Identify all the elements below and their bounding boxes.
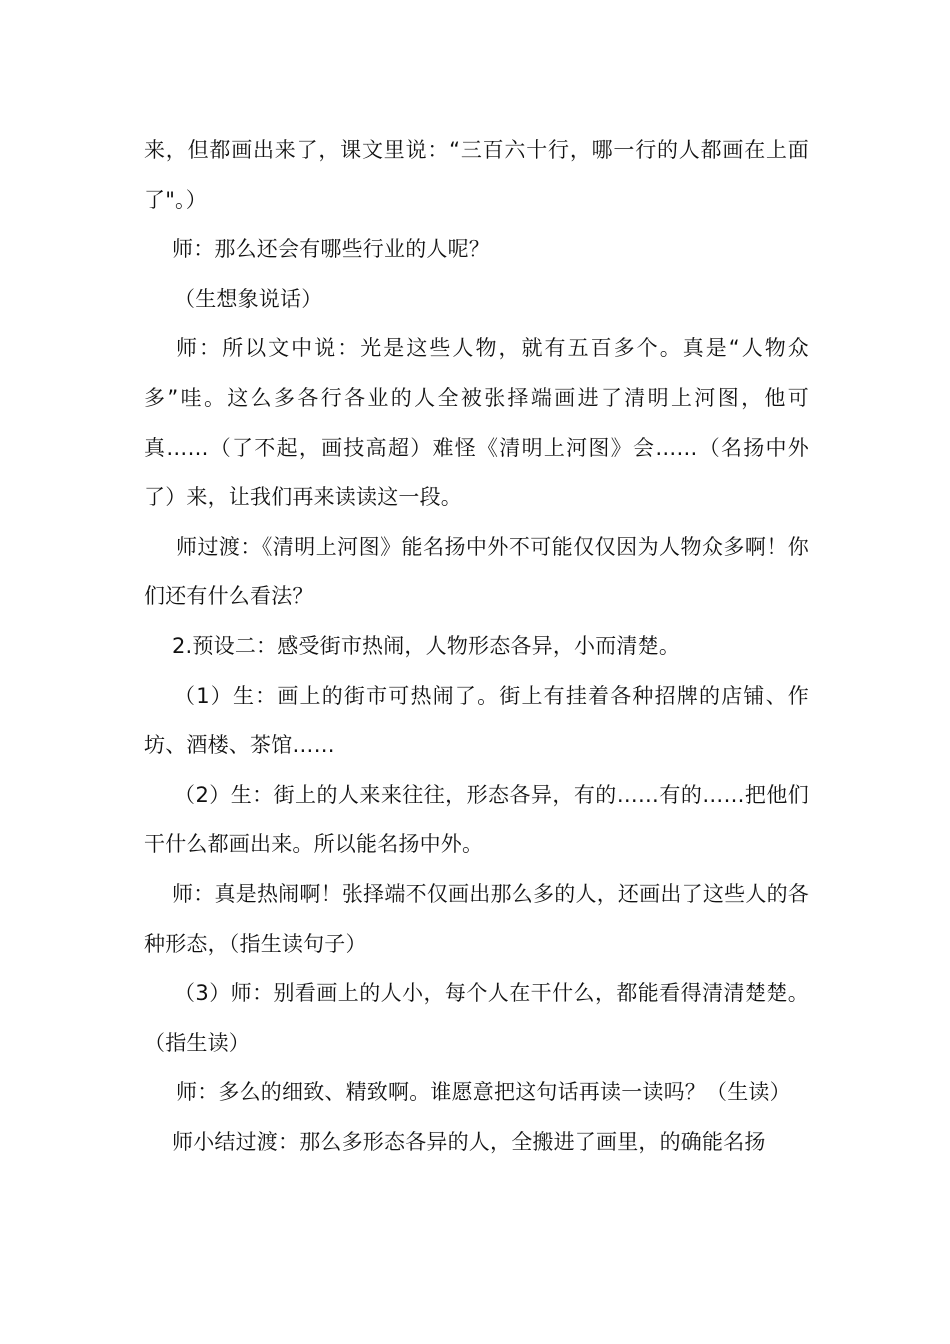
paragraph-student-1: （1）生：画上的街市可热闹了。街上有挂着各种招牌的店铺、作坊、酒楼、茶馆…… — [144, 683, 809, 758]
paragraph-teacher-characters: 师：所以文中说：光是这些人物，就有五百多个。真是“人物众多”哇。这么多各行各业的人全被张择端画进了清明上河图，他可真……（了不起，画技高超）难怪《清明上河图》会……（名扬中外了）来，让我们再来读读这一段。 — [144, 336, 809, 510]
paragraph-preset-two: 2.预设二：感受街市热闹，人物形态各异，小而清楚。 — [172, 633, 681, 658]
paragraph-continuation: 来，但都画出来了，课文里说：“三百六十行，哪一行的人都画在上面了"。） — [144, 138, 809, 212]
paragraph-teacher-3: （3）师：别看画上的人小，每个人在干什么，都能看得清清楚楚。（指生读） — [144, 981, 809, 1055]
paragraph-teacher-detail: 师：多么的细致、精致啊。谁愿意把这句话再读一读吗？（生读） — [176, 1080, 791, 1105]
paragraph-student-2: （2）生：街上的人来来往往，形态各异，有的……有的……把他们干什么都画出来。所以能名扬中外。 — [144, 782, 809, 857]
paragraph-teacher-summary: 师小结过渡：那么多形态各异的人，全搬进了画里，的确能名扬 — [172, 1129, 766, 1154]
paragraph-teacher-question: 师：那么还会有哪些行业的人呢？ — [172, 237, 490, 262]
document-body — [144, 126, 809, 1167]
paragraph-teacher-transition: 师过渡：《清明上河图》能名扬中外不可能仅仅因为人物众多啊！你们还有什么看法？ — [144, 534, 809, 609]
paragraph-teacher-lively: 师：真是热闹啊！张择端不仅画出那么多的人，还画出了这些人的各种形态，（指生读句子） — [144, 881, 809, 956]
paragraph-student-imagine: （生想象说话） — [174, 286, 323, 311]
